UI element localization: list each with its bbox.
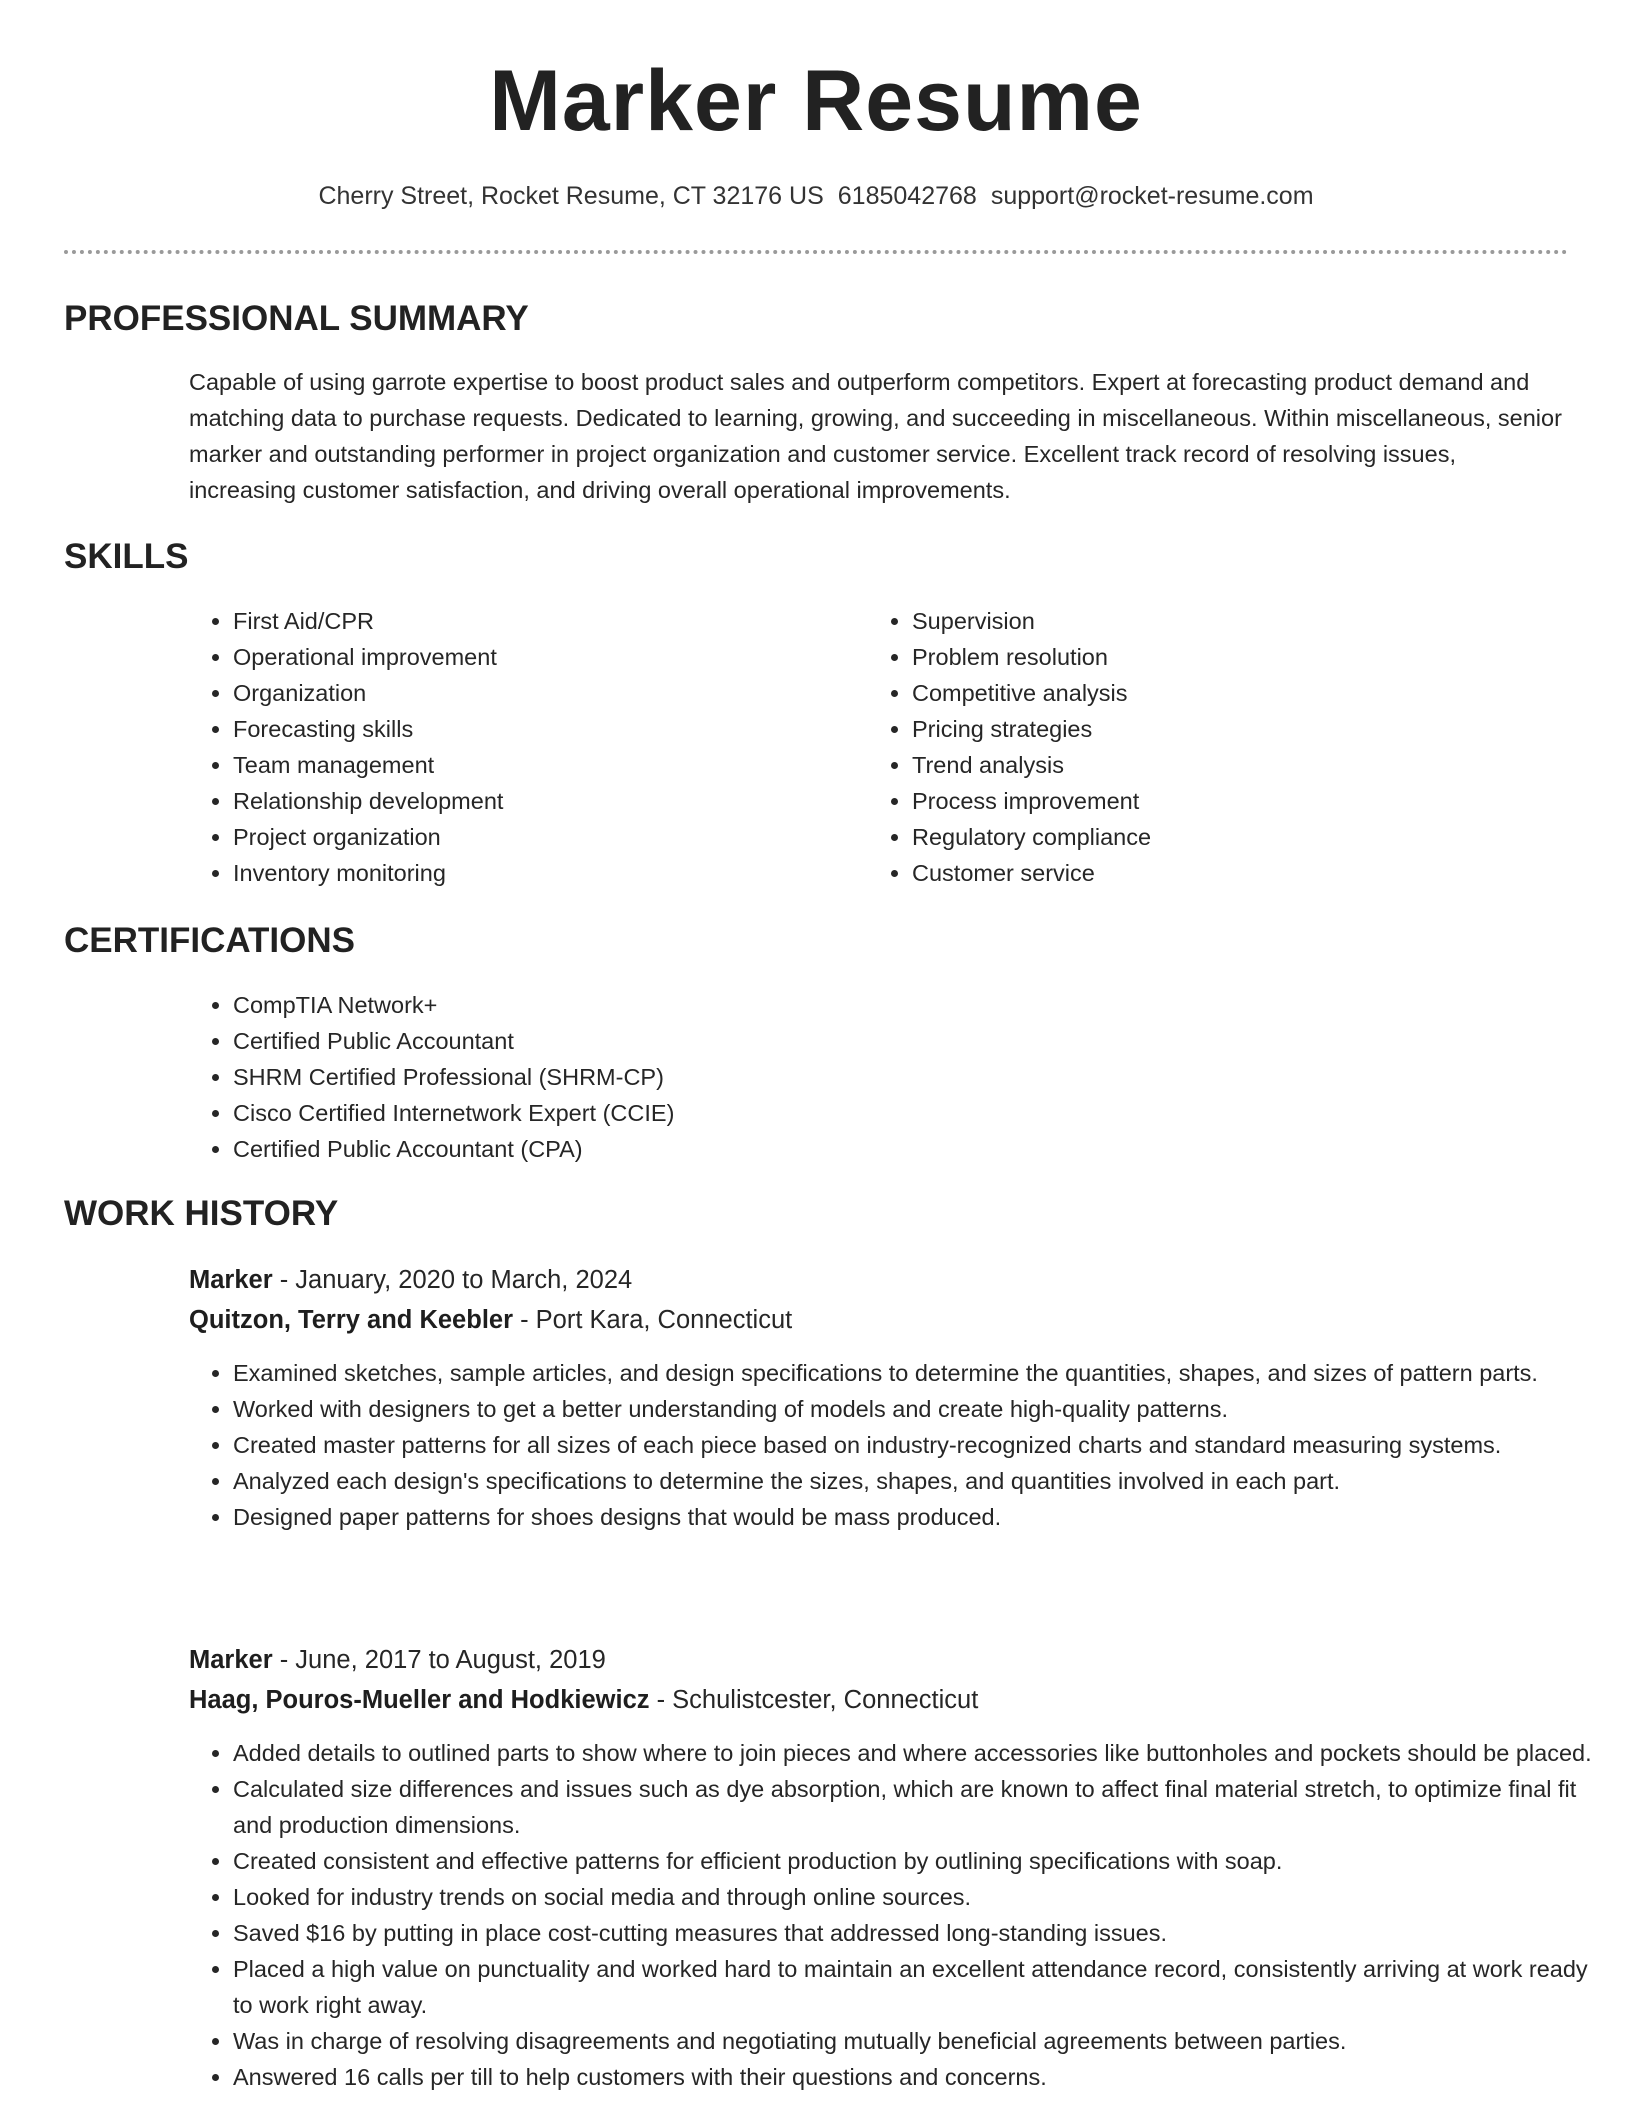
skill-item: • Relationship development — [233, 783, 833, 819]
certification-item: • SHRM Certified Professional (SHRM-CP) — [233, 1059, 1533, 1095]
job-duty-item: • Created consistent and effective patterns for efficient production by outlining specifications with soap. — [233, 1843, 1613, 1879]
section-title-summary: PROFESSIONAL SUMMARY — [64, 299, 529, 338]
job-company-line — [189, 1302, 792, 1338]
job-duty-item: • Placed a high value on punctuality and worked hard to maintain an excellent attendance record, consistently arriving at work ready to work right away. — [233, 1951, 1613, 2023]
job-duties-list — [189, 1355, 1613, 1535]
job-duty-item: • Created master patterns for all sizes of each piece based on industry-recognized charts and standard measuring systems. — [233, 1427, 1613, 1463]
certification-item: • CompTIA Network+ — [233, 987, 1533, 1023]
skills-list-right — [868, 603, 1512, 891]
job-company-line — [189, 1682, 978, 1718]
skill-item: • Pricing strategies — [912, 711, 1512, 747]
job-duty-item: • Designed paper patterns for shoes designs that would be mass produced. — [233, 1499, 1613, 1535]
job-role: Marker — [189, 1266, 273, 1294]
job-duty-item: • Worked with designers to get a better understanding of models and create high-quality patterns. — [233, 1391, 1613, 1427]
job-duty-item: • Examined sketches, sample articles, and design specifications to determine the quantities, shapes, and sizes of pattern parts. — [233, 1355, 1613, 1391]
job-duty-item: • Was in charge of resolving disagreements and negotiating mutually beneficial agreements between parties. — [233, 2023, 1613, 2059]
job-duties-list — [189, 1735, 1613, 2095]
summary-text: Capable of using garrote expertise to boost product sales and outperform competitors. Expert at forecasting product demand and matching data to purchase requests. Dedicated to learning, growing, and succeeding in miscellaneous. Within miscellaneous, senior marker and outstanding performer in project organization and customer service. Excellent track record of resolving issues, increasing customer satisfaction, and driving overall operational improvements. — [189, 369, 1562, 503]
job-duty-item: • Answered 16 calls per till to help customers with their questions and concerns. — [233, 2059, 1613, 2095]
skill-item: • Project organization — [233, 819, 833, 855]
contact-phone: 6185042768 — [837, 182, 977, 210]
skills-list-left — [189, 603, 833, 891]
skill-item: • Supervision — [912, 603, 1512, 639]
skill-item: • Process improvement — [912, 783, 1512, 819]
skill-item: • Customer service — [912, 855, 1512, 891]
job-duty-item: • Looked for industry trends on social media and through online sources. — [233, 1879, 1613, 1915]
job-company: Haag, Pouros-Mueller and Hodkiewicz — [189, 1686, 650, 1714]
section-title-skills: SKILLS — [64, 537, 189, 576]
skill-item: • Forecasting skills — [233, 711, 833, 747]
job-title-line — [189, 1262, 632, 1298]
certification-item: • Certified Public Accountant — [233, 1023, 1533, 1059]
skill-item: • First Aid/CPR — [233, 603, 833, 639]
job-company: Quitzon, Terry and Keebler — [189, 1306, 514, 1334]
job-duty-item: • Added details to outlined parts to show where to join pieces and where accessories like buttonholes and pockets should be placed. — [233, 1735, 1613, 1771]
certification-item: • Cisco Certified Internetwork Expert (CCIE) — [233, 1095, 1533, 1131]
contact-email: support@rocket-resume.com — [990, 182, 1314, 210]
job-duty-item: • Calculated size differences and issues such as dye absorption, which are known to affect final material stretch, to optimize final fit and production dimensions. — [233, 1771, 1613, 1843]
contact-address: Cherry Street, Rocket Resume, CT 32176 US — [318, 182, 824, 210]
skill-item: • Operational improvement — [233, 639, 833, 675]
job-dates: - January, 2020 to March, 2024 — [272, 1266, 633, 1294]
skill-item: • Team management — [233, 747, 833, 783]
header-divider — [64, 250, 1568, 254]
certifications-list — [189, 987, 1533, 1167]
section-title-certifications: CERTIFICATIONS — [64, 921, 356, 960]
certification-item: • Certified Public Accountant (CPA) — [233, 1131, 1533, 1167]
section-title-work-history: WORK HISTORY — [64, 1194, 339, 1233]
skill-item: • Regulatory compliance — [912, 819, 1512, 855]
skill-item: • Problem resolution — [912, 639, 1512, 675]
job-duty-item: • Saved $16 by putting in place cost-cutting measures that addressed long-standing issues. — [233, 1915, 1613, 1951]
skill-item: • Inventory monitoring — [233, 855, 833, 891]
job-role: Marker — [189, 1646, 273, 1674]
resume-name: Marker Resume — [489, 53, 1143, 149]
job-location: - Port Kara, Connecticut — [513, 1306, 793, 1334]
contact-line — [0, 180, 1632, 213]
skill-item: • Organization — [233, 675, 833, 711]
job-title-line — [189, 1642, 606, 1678]
job-location: - Schulistcester, Connecticut — [649, 1686, 979, 1714]
job-dates: - June, 2017 to August, 2019 — [272, 1646, 606, 1674]
job-duty-item: • Analyzed each design's specifications to determine the sizes, shapes, and quantities involved in each part. — [233, 1463, 1613, 1499]
skill-item: • Trend analysis — [912, 747, 1512, 783]
skill-item: • Competitive analysis — [912, 675, 1512, 711]
